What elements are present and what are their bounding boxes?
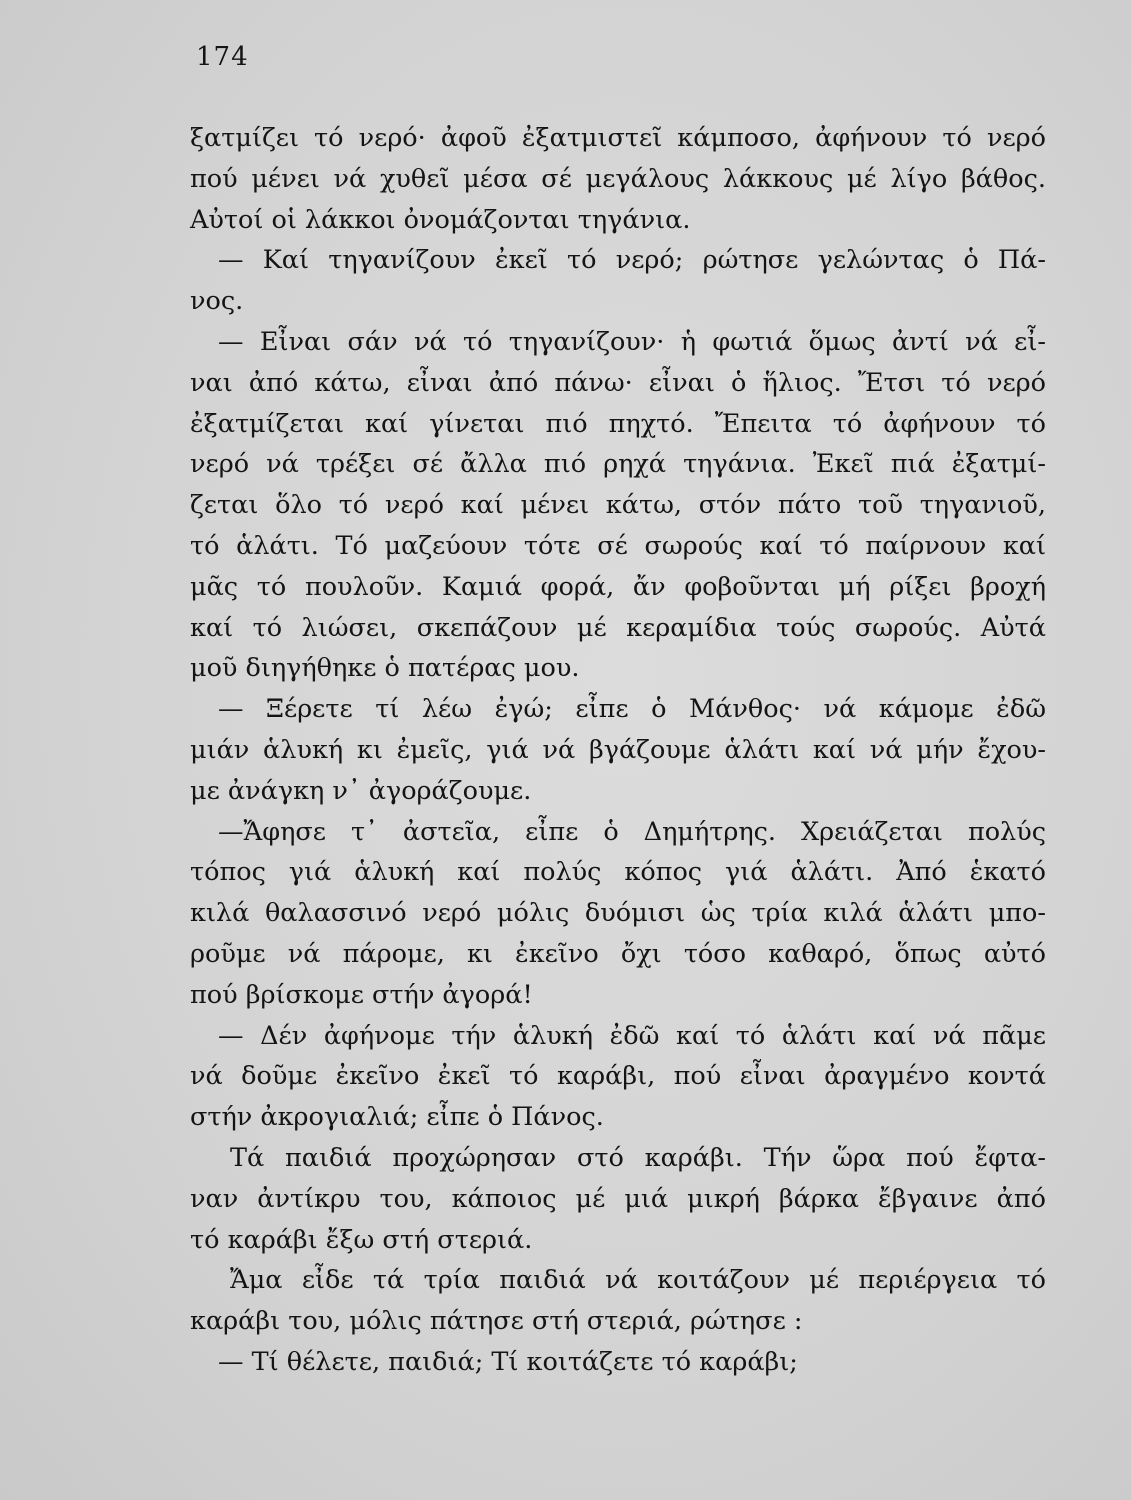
text-line: με ἀνάγκη ν᾽ ἀγοράζουμε. <box>190 775 532 806</box>
text-line: καί τό λιώσει, σκεπάζουν μέ κεραμίδια τούς σωρούς. Αὐτά <box>190 612 1046 643</box>
text-line: τό ἁλάτι. Τό μαζεύουν τότε σέ σωρούς καί τό παίρνουν καί <box>190 530 1046 561</box>
text-line: ἐξατμίζεται καί γίνεται πιό πηχτό. Ἔπειτα τό ἀφήνουν τό <box>190 408 1046 439</box>
text-line: — Τί θέλετε, παιδιά; Τί κοιτάζετε τό καράβι; <box>218 1346 798 1377</box>
text-line: Αὐτοί οἱ λάκκοι ὀνομάζονται τηγάνια. <box>190 204 691 235</box>
text-line: στήν ἀκρογιαλιά; εἶπε ὁ Πάνος. <box>190 1102 604 1133</box>
text-line: Τά παιδιά προχώρησαν στό καράβι. Τήν ὥρα πού ἔφτα- <box>230 1142 1046 1173</box>
text-line: πού μένει νά χυθεῖ μέσα σέ μεγάλους λάκκους μέ λίγο βάθος. <box>190 163 1046 194</box>
text-line: ξατμίζει τό νερό· ἀφοῦ ἐξατμιστεῖ κάμποσο, ἀφήνουν τό νερό <box>190 123 1046 153</box>
text-line: ναι ἀπό κάτω, εἶναι ἀπό πάνω· εἶναι ὁ ἥλιος. Ἔτσι τό νερό <box>190 367 1046 398</box>
text-line: ροῦμε νά πάρομε, κι ἐκεῖνο ὄχι τόσο καθαρό, ὅπως αὐτό <box>190 938 1046 969</box>
text-line: νά δοῦμε ἐκεῖνο ἐκεῖ τό καράβι, πού εἶναι ἀραγμένο κοντά <box>190 1061 1046 1092</box>
text-line: μοῦ διηγήθηκε ὁ πατέρας μου. <box>190 653 580 684</box>
text-line: τό καράβι ἔξω στή στεριά. <box>190 1224 533 1255</box>
text-line: κιλά θαλασσινό νερό μόλις δυόμισι ὡς τρία κιλά ἁλάτι μπο- <box>190 898 1046 929</box>
text-line: νερό νά τρέξει σέ ἄλλα πιό ρηχά τηγάνια. Ἐκεῖ πιά ἐξατμί- <box>190 449 1046 480</box>
text-line: νος. <box>190 286 244 317</box>
text-line: τόπος γιά ἁλυκή καί πολύς κόπος γιά ἁλάτι. Ἀπό ἑκατό <box>190 857 1046 888</box>
text-line: ναν ἀντίκρυ του, κάποιος μέ μιά μικρή βάρκα ἔβγαινε ἀπό <box>190 1183 1046 1214</box>
text-line: πού βρίσκομε στήν ἀγορά! <box>190 979 533 1010</box>
text-line: ζεται ὅλο τό νερό καί μένει κάτω, στόν πάτο τοῦ τηγανιοῦ, <box>190 490 1046 521</box>
page-number: 174 <box>196 42 249 72</box>
text-line: — Δέν ἀφήνομε τήν ἁλυκή ἐδῶ καί τό ἁλάτι καί νά πᾶμε <box>218 1020 1046 1051</box>
text-line: — Ξέρετε τί λέω ἐγώ; εἶπε ὁ Μάνθος· νά κάμομε ἐδῶ <box>218 694 1046 725</box>
text-line: — Εἶναι σάν νά τό τηγανίζουν· ἡ φωτιά ὅμως ἀντί νά εἶ- <box>218 326 1046 357</box>
text-line: Ἄμα εἶδε τά τρία παιδιά νά κοιτάζουν μέ περιέργεια τό <box>230 1265 1046 1296</box>
text-line: — Καί τηγανίζουν ἐκεῖ τό νερό; ρώτησε γελώντας ὁ Πά- <box>218 245 1046 276</box>
body-text <box>190 118 1046 1383</box>
text-line: —Ἄφησε τ᾽ ἀστεῖα, εἶπε ὁ Δημήτρης. Χρειάζεται πολύς <box>218 816 1046 847</box>
text-line: καράβι του, μόλις πάτησε στή στεριά, ρώτησε : <box>190 1306 803 1337</box>
text-line: μᾶς τό πουλοῦν. Καμιά φορά, ἄν φοβοῦνται μή ρίξει βροχή <box>190 571 1046 602</box>
text-line: μιάν ἁλυκή κι ἐμεῖς, γιά νά βγάζουμε ἁλάτι καί νά μήν ἔχου- <box>190 734 1046 765</box>
